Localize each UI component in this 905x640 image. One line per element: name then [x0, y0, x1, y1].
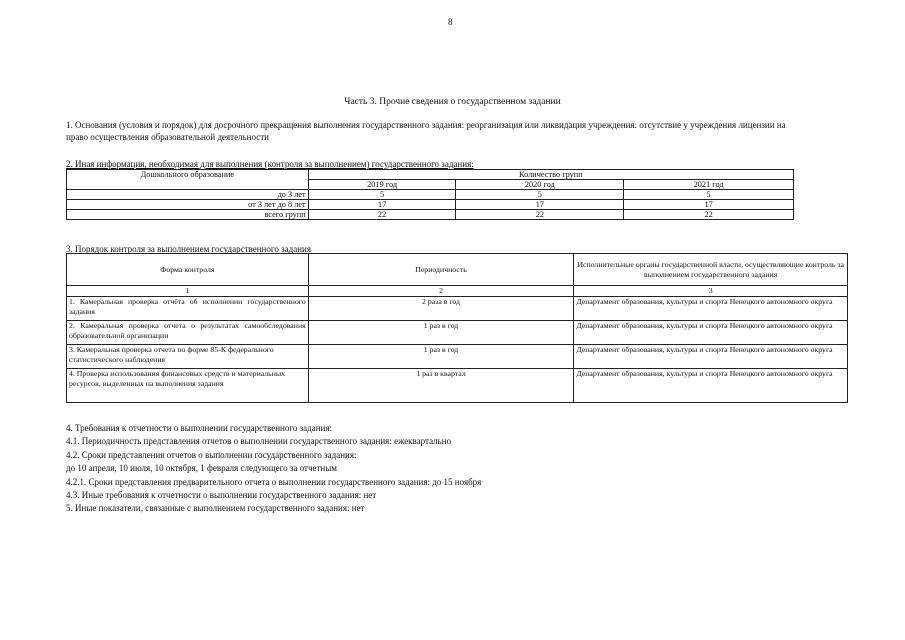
control-organ: Департамент образования, культуры и спорта Ненецкого автономного округа	[574, 321, 848, 345]
section-2-heading: 2. Иная информация, необходимая для выполнения (контроля за выполнением) государственного задания:	[66, 159, 474, 169]
groups-col1-header: Дошкольного образование	[67, 170, 309, 190]
control-form: 1. Камеральная проверка отчёта об исполнении государственного задания	[67, 297, 309, 321]
group-label: всего групп	[67, 210, 309, 220]
control-col-period: Периодичность	[308, 254, 574, 286]
requirement-line: 4.3. Иные требования к отчетности о выполнении государственного задания: нет	[66, 490, 377, 501]
column-number: 1	[67, 286, 309, 297]
column-number: 2	[308, 286, 574, 297]
control-col-form: Форма контроля	[67, 254, 309, 286]
table-row	[67, 297, 848, 321]
table-row	[67, 200, 794, 210]
control-period: 2 раза в год	[308, 297, 574, 321]
table-row	[67, 321, 848, 345]
groups-count-header: Количество групп	[308, 170, 793, 180]
column-number: 3	[574, 286, 848, 297]
control-period: 1 раз в квартал	[308, 369, 574, 403]
requirement-line: до 10 апреля, 10 июля, 10 октября, 1 февраля следующего за отчетным	[66, 463, 337, 474]
group-value: 22	[456, 210, 624, 220]
section-3-heading: 3. Порядок контроля за выполнением государственного задания	[66, 244, 311, 254]
year-header: 2019 год	[308, 180, 456, 190]
control-form: 4. Проверка использования финансовых средств и материальных ресурсов, выделенных на выполнения задания	[67, 369, 309, 403]
group-label: до 3 лет	[67, 190, 309, 200]
requirement-line: 4.2.1. Сроки представления предварительного отчета о выполнении государственного задания: до 15 ноября	[66, 476, 482, 487]
group-value: 17	[624, 200, 794, 210]
control-organ: Департамент образования, культуры и спорта Ненецкого автономного округа	[574, 369, 848, 403]
table-row	[67, 369, 848, 403]
group-value: 17	[308, 200, 456, 210]
group-value: 17	[456, 200, 624, 210]
group-value: 22	[308, 210, 456, 220]
section-1-text: 1. Основания (условия и порядок) для досрочного прекращения выполнения государственного задания: реорганизация или ликвидация учреждения: отсутствие у учреждения лицензии на право осуществления образовательной деятельности	[66, 120, 786, 142]
group-value: 5	[308, 190, 456, 200]
group-value: 22	[624, 210, 794, 220]
control-period: 1 раз в год	[308, 321, 574, 345]
year-header: 2020 год	[456, 180, 624, 190]
control-organ: Департамент образования, культуры и спорта Ненецкого автономного округа	[574, 297, 848, 321]
page-number: 8	[448, 17, 453, 27]
control-col-organ: Исполнительные органы государственной власти, осуществляющие контроль за выполнением государственного задания	[574, 254, 848, 286]
table-row	[67, 190, 794, 200]
requirement-line: 5. Иные показатели, связанные с выполнением государственного задания: нет	[66, 503, 365, 514]
page-title: Часть 3. Прочие сведения о государственном задании	[344, 97, 561, 107]
table-row	[67, 345, 848, 369]
requirement-line: 4.2. Сроки представления отчетов о выполнении государственного задания:	[66, 449, 357, 460]
requirement-line: 4.1. Периодичность представления отчетов о выполнении государственного задания: ежеквартально	[66, 436, 452, 447]
control-organ: Департамент образования, культуры и спорта Ненецкого автономного округа	[574, 345, 848, 369]
year-header: 2021 год	[624, 180, 794, 190]
group-value: 5	[456, 190, 624, 200]
group-value: 5	[624, 190, 794, 200]
groups-table	[66, 169, 794, 220]
control-table	[66, 253, 848, 403]
control-header-row	[67, 254, 848, 286]
requirements-list	[66, 422, 481, 516]
group-label: от 3 лет до 8 лет	[67, 200, 309, 210]
requirement-line: 4. Требования к отчетности о выполнении государственного задания:	[66, 423, 332, 433]
control-period: 1 раз в год	[308, 345, 574, 369]
control-form: 2. Камеральная проверка отчета о результатах самообследования образовательной организации	[67, 321, 309, 345]
table-row	[67, 210, 794, 220]
groups-table-header-row	[67, 170, 794, 180]
control-form: 3. Камеральная проверка отчета по форме 85-К федерального статистического наблюдения	[67, 345, 309, 369]
control-number-row	[67, 286, 848, 297]
